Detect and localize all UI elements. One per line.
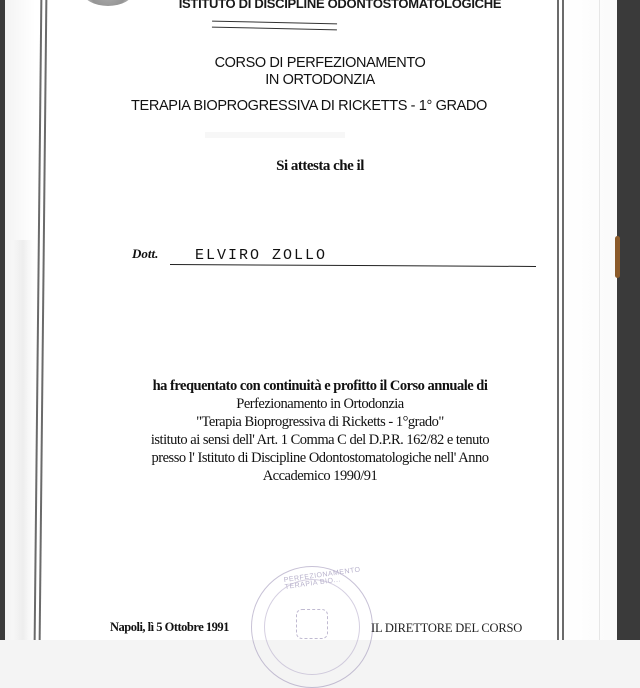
course-title-line-2: IN ORTODONZIA	[265, 72, 375, 88]
institute-name: ISTITUTO DI DISCIPLINE ODONTOSTOMATOLOGICHE	[178, 0, 502, 11]
name-underline	[170, 264, 536, 267]
certificate-paper	[5, 0, 617, 640]
official-stamp-icon	[251, 566, 373, 688]
stamp-text: PERFEZIONAMENTO TERAPIA BIO...	[283, 566, 362, 592]
body-line: presso l' Istituto di Discipline Odontostomatologiche nell' Anno	[151, 450, 489, 466]
stamp-emblem-icon	[296, 609, 328, 639]
attestation-text: Si attesta che il	[276, 158, 364, 174]
body-line: "Terapia Bioprogressiva di Ricketts - 1°grado"	[196, 414, 444, 430]
body-line: Perfezionamento in Ortodonzia	[236, 396, 404, 412]
certificate-body	[110, 377, 530, 485]
paper-shadow	[13, 240, 33, 640]
place-and-date: Napoli, lì 5 Ottobre 1991	[110, 620, 229, 634]
body-line: istituto ai sensi dell' Art. 1 Comma C del D.P.R. 162/82 e tenuto	[150, 432, 490, 448]
recipient-row	[132, 246, 537, 274]
body-line: ha frequentato con continuità e profitto il Corso annuale di	[152, 378, 488, 394]
course-title-line-1: CORSO DI PERFEZIONAMENTO	[214, 55, 426, 71]
faint-bleedthrough	[205, 132, 345, 138]
paper-fold-line	[599, 0, 600, 640]
decorative-border-right	[557, 0, 564, 640]
binder-tab	[615, 236, 620, 278]
body-line: Accademico 1990/91	[262, 468, 378, 484]
recipient-prefix: Dott.	[132, 246, 159, 261]
course-title-line-3: TERAPIA BIOPROGRESSIVA DI RICKETTS - 1° GRADO	[131, 97, 487, 114]
recipient-name: ELVIRO ZOLLO	[195, 247, 328, 264]
right-dark-background	[617, 0, 640, 640]
signatory-title: IL DIRETTORE DEL CORSO	[371, 621, 523, 635]
